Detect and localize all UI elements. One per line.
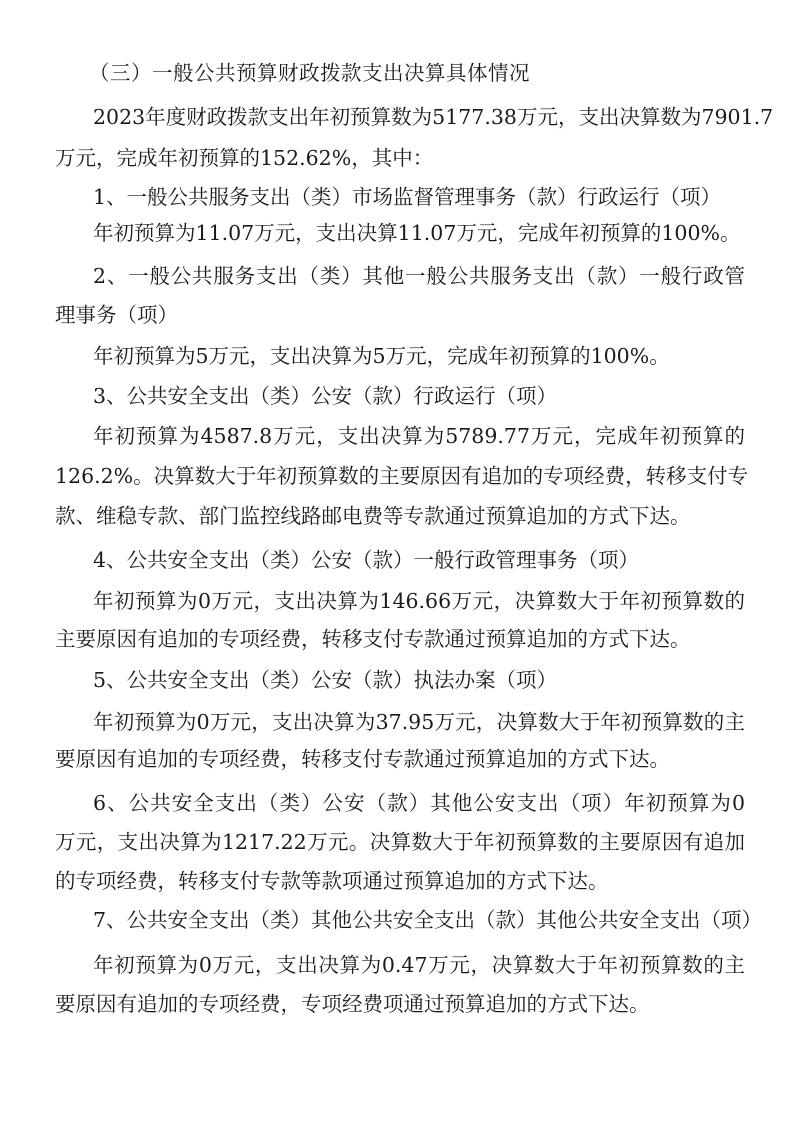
item-4-body-line-2: 主要原因有追加的专项经费，转移支付专款通过预算追加的方式下达。 xyxy=(55,627,691,651)
item-6-line-1: 6、公共安全支出（类）公安（款）其他公安支出（项）年初预算为0 xyxy=(93,791,745,815)
item-5-body-line-1: 年初预算为0万元，支出决算为37.95万元，决算数大于年初预算数的主 xyxy=(93,710,745,734)
item-5-title: 5、公共安全支出（类）公安（款）执法办案（项） xyxy=(93,668,558,692)
item-3-body-line-3: 款、维稳专款、部门监控线路邮电费等专款通过预算追加的方式下达。 xyxy=(55,504,691,528)
item-2-title-line-1: 2、一般公共服务支出（类）其他一般公共服务支出（款）一般行政管 xyxy=(93,264,745,288)
item-3-body-line-1: 年初预算为4587.8万元，支出决算为5789.77万元，完成年初预算的 xyxy=(93,424,745,448)
item-6-line-3: 的专项经费，转移支付专款等款项通过预算追加的方式下达。 xyxy=(55,869,609,893)
item-4-body-line-1: 年初预算为0万元，支出决算为146.66万元，决算数大于年初预算数的 xyxy=(93,589,745,613)
item-7-body-line-1: 年初预算为0万元，支出决算为0.47万元，决算数大于年初预算数的主 xyxy=(93,953,745,977)
item-5-body-line-2: 要原因有追加的专项经费，转移支付专款通过预算追加的方式下达。 xyxy=(55,747,670,771)
item-3-title: 3、公共安全支出（类）公安（款）行政运行（项） xyxy=(93,384,558,408)
item-1-title: 1、一般公共服务支出（类）市场监督管理事务（款）行政运行（项） xyxy=(93,185,722,209)
intro-line-2: 万元，完成年初预算的152.62%，其中： xyxy=(55,146,434,170)
item-6-line-2: 万元，支出决算为1217.22万元。决算数大于年初预算数的主要原因有追加 xyxy=(55,830,745,854)
item-7-title: 7、公共安全支出（类）其他公共安全支出（款）其他公共安全支出（项） xyxy=(93,908,763,932)
item-1-body: 年初预算为11.07万元，支出决算11.07万元，完成年初预算的100%。 xyxy=(93,221,741,245)
item-7-body-line-2: 要原因有追加的专项经费，专项经费项通过预算追加的方式下达。 xyxy=(55,992,650,1016)
item-4-title: 4、公共安全支出（类）公安（款）一般行政管理事务（项） xyxy=(93,548,640,572)
item-2-title-line-2: 理事务（项） xyxy=(55,303,178,327)
item-2-body: 年初预算为5万元，支出决算为5万元，完成年初预算的100%。 xyxy=(93,344,670,368)
intro-line-1: 2023年度财政拨款支出年初预算数为5177.38万元，支出决算数为7901.7 xyxy=(93,105,774,129)
item-3-body-line-2: 126.2%。决算数大于年初预算数的主要原因有追加的专项经费，转移支付专 xyxy=(55,464,749,488)
section-heading: （三）一般公共预算财政拨款支出决算具体情况 xyxy=(89,61,530,85)
